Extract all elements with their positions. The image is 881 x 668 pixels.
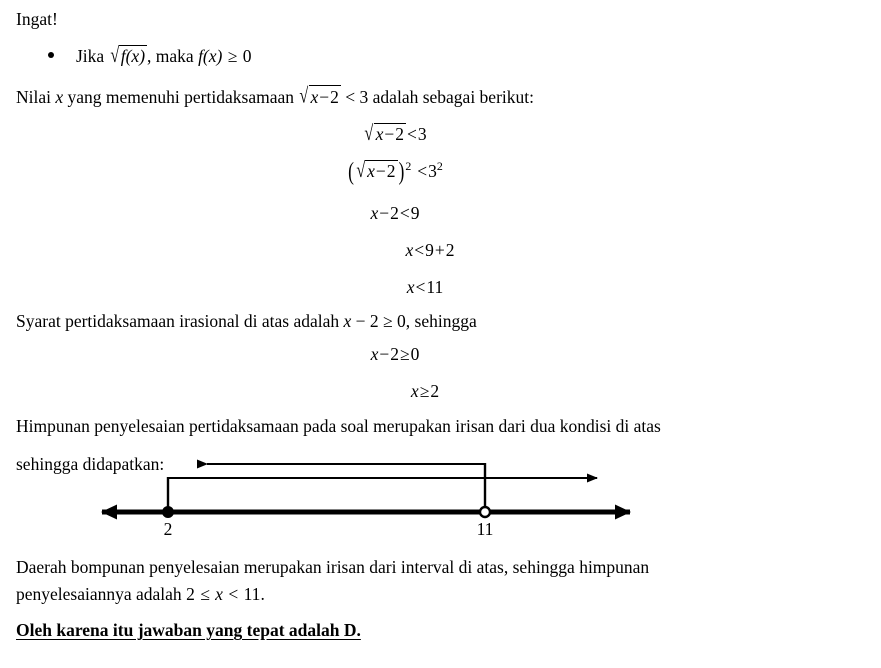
lead-part2: yang memenuhi pertidaksamaan [63,87,299,107]
step5-eleven: 11 [426,277,444,297]
note-relation: ≥ [223,46,242,66]
step1-var: x [375,123,384,144]
conclusion-lower: 2 [186,584,195,605]
cond1-two: 2 [390,344,400,364]
condition-paragraph [16,310,477,333]
step1-three: 3 [417,124,427,144]
step3-var: x [370,203,379,223]
final-answer-statement: Oleh karena itu jawaban yang tepat adalah D. [16,620,361,640]
cond1-geq: ≥ [400,344,410,364]
step1-minus: − [384,123,395,144]
equation-step-5 [0,277,850,298]
step3-nine: 9 [410,203,420,223]
equation-condition-1 [0,344,790,365]
sqrt-x-minus-2-inline [298,82,341,109]
right-paren: ) [398,156,405,186]
conclusion-part1: Daerah bompunan penyelesaian merupakan irisan dari interval di atas, sehingga himpunan penyelesaiannya adalah [16,557,650,605]
radicand-x-minus-2 [365,160,397,182]
step4-plus: + [434,240,445,260]
conclusion-upper: 11 [243,584,261,605]
axis-label-2: 2 [163,519,173,539]
sqrt-x-minus-2 [363,119,406,145]
radicand-x-minus-2 [309,85,341,109]
number-line-figure [0,440,881,550]
step5-var: x [406,277,415,297]
note-prefix: Jika [76,46,109,66]
step2-three-exponent: 2 [436,159,443,174]
cond2-two: 2 [430,381,440,401]
step3-lt: < [399,203,410,223]
number-line-svg [0,440,881,550]
step2-three: 3 [428,161,437,181]
equation-step-1 [0,119,790,145]
equation-step-3 [0,203,790,224]
left-paren: ( [348,156,354,186]
condition-var: x [343,311,352,331]
conclusion-period: . [260,584,265,605]
bullet-point-icon [48,52,54,58]
note-value: 0 [242,46,252,66]
lead-var: x [55,87,64,107]
sqrt-x-minus-2 [355,156,398,182]
step1-lt: < [406,124,417,144]
radical-glyph: √ [110,41,119,67]
equation-step-4 [0,240,860,261]
conclusion-leq: ≤ [195,584,215,605]
radicand-minus: − [319,86,330,107]
conclusion-lt: < [223,584,243,605]
conclusion-var: x [215,584,223,605]
marker-open-11 [480,507,490,517]
step3-minus: − [379,203,390,223]
step1-two: 2 [395,123,404,144]
lead-part1: Nilai [16,87,56,107]
step2-minus: − [375,160,386,181]
radicand-x-minus-2 [374,123,406,145]
step4-lt: < [414,240,425,260]
note-bullet-item [16,41,252,67]
step3-two: 2 [390,203,399,223]
step4-nine: 9 [425,240,434,260]
intersection-paragraph-line2: sehingga didapatkan: [16,454,165,474]
note-bullet-text [76,41,252,67]
radicand-two: 2 [330,86,339,107]
step2-exponent: 2 [405,159,412,174]
cond2-geq: ≥ [419,381,430,401]
note-expr: f(x) [198,46,223,66]
radical-glyph: √ [356,156,366,182]
condition-expr: − 2 ≥ 0 [351,311,406,331]
radicand-var: x [310,86,319,107]
condition-part2: , sehingga [405,311,477,331]
step4-var: x [405,240,414,260]
cond1-var: x [370,344,379,364]
step2-var: x [367,160,375,181]
note-middle: , maka [147,46,199,66]
axis-label-11: 11 [476,519,494,539]
cond1-minus: − [379,344,390,364]
equation-condition-2 [0,381,850,402]
cond1-zero: 0 [410,344,420,364]
intro-heading: Ingat! [16,9,58,29]
lead-paragraph [16,82,534,109]
cond2-var: x [410,381,419,401]
step5-lt: < [415,277,426,297]
step4-two: 2 [445,240,455,260]
intersection-paragraph-line1: Himpunan penyelesaian pertidaksamaan pada soal merupakan irisan dari dua kondisi di atas [16,416,661,436]
equation-step-2 [0,156,790,186]
radical-glyph: √ [364,119,374,145]
radicand-f-of-x: f(x) [120,45,146,66]
step2-two: 2 [386,160,396,181]
marker-closed-2 [163,507,174,518]
condition-part1: Syarat pertidaksamaan irasional di atas adalah [16,311,344,331]
sqrt-f-of-x [109,41,147,67]
lead-part3: < 3 adalah sebagai berikut: [340,87,534,107]
step2-lt: < [417,161,428,181]
radical-glyph: √ [299,82,309,108]
conclusion-paragraph [16,554,761,608]
